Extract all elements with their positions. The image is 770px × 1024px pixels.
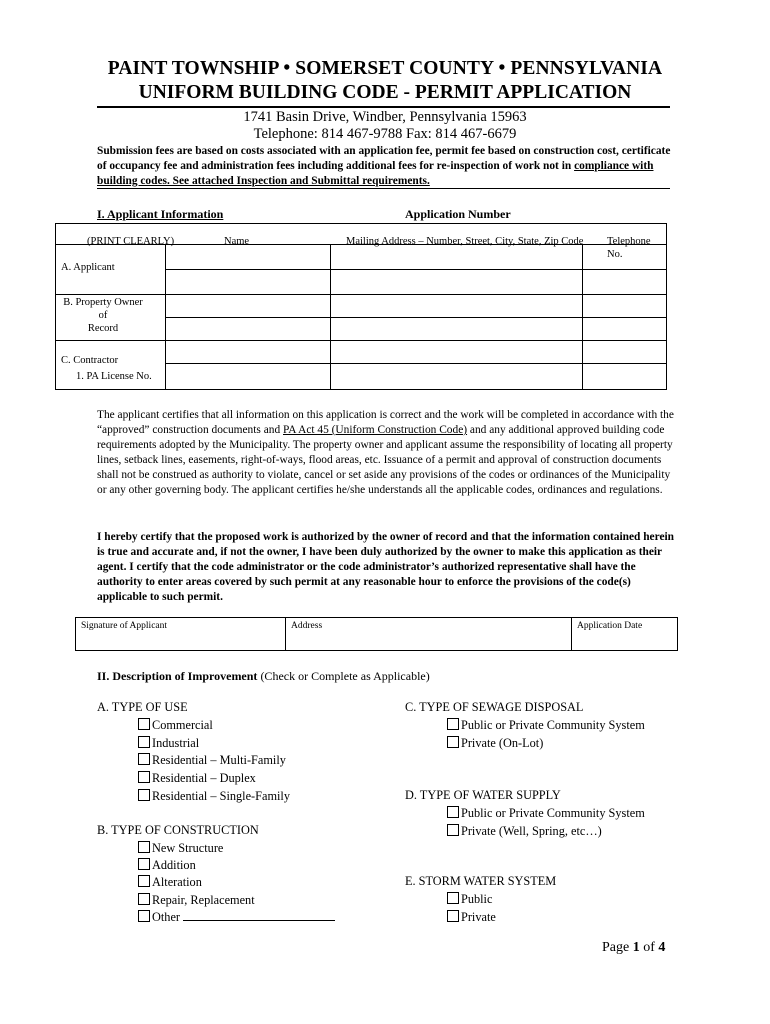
checkbox-icon[interactable] <box>447 806 459 818</box>
fees-divider <box>97 188 670 189</box>
application-number-label: Application Number <box>405 207 511 221</box>
type-of-construction-title: B. TYPE OF CONSTRUCTION <box>97 823 259 837</box>
sewage-private-option[interactable] <box>447 735 645 753</box>
option-label: Other <box>152 909 180 924</box>
option-label: Public or Private Community System <box>461 806 645 820</box>
applicant-table <box>55 223 667 390</box>
pa-act-45-link[interactable]: PA Act 45 (Uniform Construction Code) <box>283 424 468 436</box>
page-of: of <box>639 940 659 955</box>
section-improvement-title-rest: (Check or Complete as Applicable) <box>257 669 430 683</box>
checkbox-icon[interactable] <box>138 858 150 870</box>
use-singlefamily-option[interactable] <box>138 788 290 806</box>
applicant-phone-field[interactable] <box>583 245 666 269</box>
use-commercial-option[interactable] <box>138 717 290 735</box>
construction-repair-option[interactable] <box>138 892 335 909</box>
fees-text: Submission fees are based on costs associated with an application fee, permit fee based on construction cost, certificate of occupancy fee and administration fees including additional fees for re-inspection of work not in <box>97 145 671 172</box>
name-column-header: Name <box>224 236 250 247</box>
contractor-row-label: C. Contractor <box>61 355 119 366</box>
license-row-label: 1. PA License No. <box>76 371 152 382</box>
application-date-field[interactable] <box>572 618 677 650</box>
checkbox-icon[interactable] <box>138 753 150 765</box>
owner-address-field[interactable] <box>331 295 582 317</box>
storm-private-option[interactable] <box>447 909 496 927</box>
checkbox-icon[interactable] <box>138 789 150 801</box>
owner-phone-field[interactable] <box>583 295 666 317</box>
type-of-use-title: A. TYPE OF USE <box>97 700 188 714</box>
option-label: Addition <box>152 858 196 873</box>
mailing-column-header: Mailing Address – Number, Street, City, State, Zip Code <box>346 236 584 247</box>
page-current: 1 <box>632 940 640 955</box>
option-label: Residential – Duplex <box>152 771 256 786</box>
contractor-name-field[interactable] <box>166 341 330 363</box>
signature-address-field[interactable] <box>286 618 572 650</box>
signature-of-applicant-field[interactable] <box>76 618 286 650</box>
fees-notice <box>97 144 677 189</box>
storm-water-options <box>447 891 496 926</box>
signature-box <box>75 617 678 651</box>
contractor-phone-field[interactable] <box>583 341 666 363</box>
signature-label: Signature of Applicant <box>81 621 168 631</box>
type-of-construction-options <box>138 840 335 926</box>
sewage-disposal-title: C. TYPE OF SEWAGE DISPOSAL <box>405 700 584 714</box>
authorization-paragraph: I hereby certify that the proposed work is authorized by the owner of record and that the information contained herein is true and accurate and, if not the owner, I have been duly authorized by the owner to make this application as their agent. I certify that the code administrator or the code administrator’s authorized representative shall have the authority to enter areas covered by such permit at any reasonable hour to enforce the provisions of the code(s) applicable to such permit. <box>97 531 674 603</box>
storm-water-title: E. STORM WATER SYSTEM <box>405 874 557 888</box>
contact-block <box>0 109 770 143</box>
checkbox-icon[interactable] <box>447 910 459 922</box>
print-clearly-label: (PRINT CLEARLY) <box>87 236 175 247</box>
option-label: Public or Private Community System <box>461 718 645 732</box>
contractor-address-field[interactable] <box>331 341 582 363</box>
page-number <box>602 940 665 956</box>
checkbox-icon[interactable] <box>447 824 459 836</box>
construction-alteration-option[interactable] <box>138 874 335 891</box>
water-supply-options <box>447 805 645 840</box>
owner-label-line1: B. Property Owner <box>63 297 143 308</box>
section-applicant-title: I. Applicant Information <box>97 207 224 221</box>
water-private-option[interactable] <box>447 823 645 841</box>
use-multifamily-option[interactable] <box>138 752 290 770</box>
option-label: Private (Well, Spring, etc…) <box>461 823 602 838</box>
checkbox-icon[interactable] <box>138 841 150 853</box>
section-improvement-title-bold: II. Description of Improvement <box>97 669 258 683</box>
option-label: Private <box>461 909 496 924</box>
checkbox-icon[interactable] <box>138 736 150 748</box>
option-label: Repair, Replacement <box>152 892 255 907</box>
sewage-public-option[interactable] <box>447 717 645 735</box>
option-label: Residential – Multi-Family <box>152 753 286 768</box>
water-public-option[interactable] <box>447 805 645 823</box>
checkbox-icon[interactable] <box>138 875 150 887</box>
type-of-use-options <box>138 717 290 806</box>
form-title: PAINT TOWNSHIP • SOMERSET COUNTY • PENNSYLVANIA <box>107 58 663 79</box>
fees-text-last: compliance with building codes. See attached Inspection and Submittal requirements. <box>97 160 654 187</box>
checkbox-icon[interactable] <box>447 736 459 748</box>
section-improvement-title <box>97 669 430 684</box>
page-prefix: Page <box>602 940 633 955</box>
option-label: Industrial <box>152 735 200 750</box>
owner-label-line3: Record <box>87 323 119 334</box>
owner-row-label <box>61 296 145 335</box>
checkbox-icon[interactable] <box>138 718 150 730</box>
option-label: Commercial <box>152 718 213 732</box>
township-phone: Telephone: 814 467-9788 Fax: 814 467-6679 <box>253 126 517 142</box>
construction-other-option[interactable] <box>138 909 335 926</box>
storm-public-option[interactable] <box>447 891 496 909</box>
applicant-certification-paragraph <box>97 408 677 498</box>
form-subtitle: UNIFORM BUILDING CODE - PERMIT APPLICATION <box>138 82 632 103</box>
signature-address-label: Address <box>291 621 323 631</box>
option-label: Private (On-Lot) <box>461 735 544 750</box>
certification-text-end: and any additional approved building code requirements adopted by the Municipality. The property owner and applicant assume the responsibility of locating all property lines, setback lines, easements, right-of-ways, flood areas, etc. Issuance of a permit and approval of construction documents shall not be construed as authority to violate, cancel or set aside any provisions of the codes or ordinances of the Municipality or any other governing body. The applicant certifies he/she understands all the applicable codes, ordinances and regulations. <box>97 424 673 496</box>
applicant-name-field[interactable] <box>166 245 330 269</box>
construction-addition-option[interactable] <box>138 857 335 874</box>
water-supply-title: D. TYPE OF WATER SUPPLY <box>405 788 561 802</box>
applicant-address-field[interactable] <box>331 245 582 269</box>
construction-new-option[interactable] <box>138 840 335 857</box>
phone-column-header: Telephone No. <box>607 236 651 260</box>
license-number-field[interactable] <box>166 364 330 389</box>
checkbox-icon[interactable] <box>447 892 459 904</box>
header-divider <box>97 106 670 108</box>
option-label: New Structure <box>152 841 224 855</box>
application-date-label: Application Date <box>577 621 643 631</box>
use-duplex-option[interactable] <box>138 770 290 788</box>
owner-name-field[interactable] <box>166 295 330 317</box>
township-address: 1741 Basin Drive, Windber, Pennsylvania 15963 <box>243 109 527 125</box>
option-label: Alteration <box>152 875 202 890</box>
use-industrial-option[interactable] <box>138 735 290 753</box>
option-label: Residential – Single-Family <box>152 788 290 803</box>
sewage-disposal-options <box>447 717 645 752</box>
checkbox-icon[interactable] <box>447 718 459 730</box>
checkbox-icon[interactable] <box>138 771 150 783</box>
checkbox-icon[interactable] <box>138 893 150 905</box>
owner-label-line2: of <box>98 310 108 321</box>
certification-text-start: The applicant certifies that all information on this application is correct and the work will be completed in accordance with the “approved” construction documents and <box>97 409 674 436</box>
option-label: Public <box>461 892 493 906</box>
page-total: 4 <box>658 940 666 955</box>
other-construction-input[interactable] <box>183 920 335 921</box>
checkbox-icon[interactable] <box>138 910 150 922</box>
applicant-row-label: A. Applicant <box>61 262 115 273</box>
